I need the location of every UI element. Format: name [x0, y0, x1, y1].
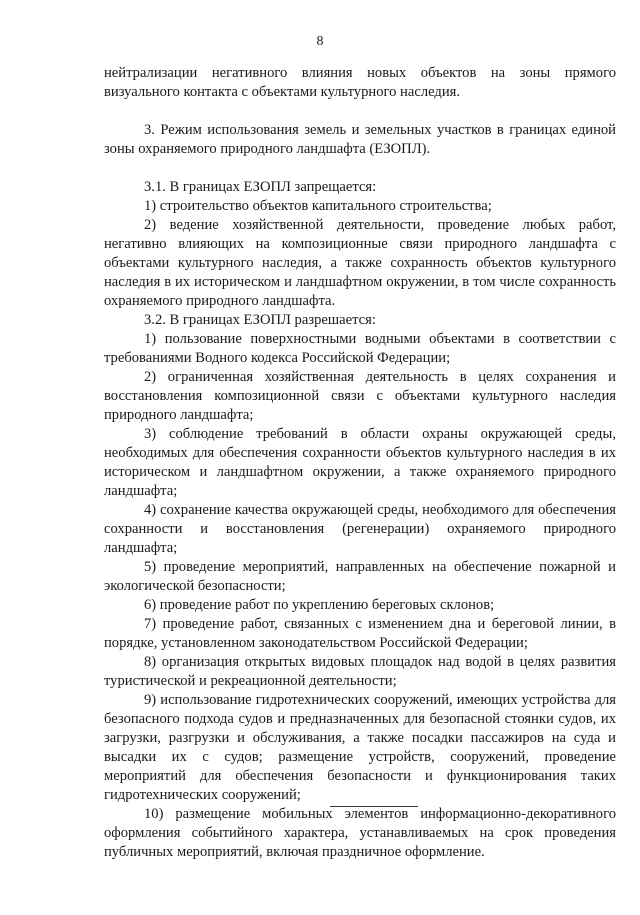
- permitted-item-6: 6) проведение работ по укреплению береговых склонов;: [144, 597, 495, 613]
- permitted-item-1: 1) пользование поверхностными водными объектами в соответствии с требованиями Водного кодекса Российской Федерации;: [104, 331, 616, 366]
- subsection-3-2-title: 3.2. В границах ЕЗОПЛ разрешается:: [144, 312, 376, 328]
- prohibited-item-2: 2) ведение хозяйственной деятельности, проведение любых работ, негативно влияющих на композиционные связи природного ландшафта с объектами культурного наследия, а также сохранность объектов культурного наследия в их историческом и ландшафтном окружении, в том числе сохранность охраняемого природного ландшафта.: [104, 217, 616, 309]
- document-body: [104, 64, 616, 862]
- permitted-item-7: 7) проведение работ, связанных с изменением дна и береговой линии, в порядке, установленном законодательством Российской Федерации;: [104, 616, 616, 651]
- continuation-paragraph: нейтрализации негативного влияния новых объектов на зоны прямого визуального контакта с объектами культурного наследия.: [104, 65, 616, 100]
- permitted-item-9: 9) использование гидротехнических сооружений, имеющих устройства для безопасного подхода судов и предназначенных для безопасной стоянки судов, их загрузки, разгрузки и обслуживания, а также посадки пассажиров на суда и высадки их с судов; размещение устройств, сооружений, проведение мероприятий для обеспечения безопасности и функционирования таких гидротехнических сооружений;: [104, 692, 616, 803]
- permitted-item-4: 4) сохранение качества окружающей среды, необходимого для обеспечения сохранности и восстановления (регенерации) охраняемого природного ландшафта;: [104, 502, 616, 556]
- page-number: 8: [316, 34, 324, 49]
- permitted-item-5: 5) проведение мероприятий, направленных на обеспечение пожарной и экологической безопасности;: [104, 559, 616, 594]
- permitted-item-2: 2) ограниченная хозяйственная деятельность в целях сохранения и восстановления композиционной связи с объектами культурного наследия природного ландшафта;: [104, 369, 616, 423]
- permitted-item-3: 3) соблюдение требований в области охраны окружающей среды, необходимых для обеспечения сохранности объектов культурного наследия в их историческом и ландшафтном окружении, а также охраняемого природного ландшафта;: [104, 426, 616, 499]
- permitted-item-8: 8) организация открытых видовых площадок над водой в целях развития туристической и рекреационной деятельности;: [104, 654, 616, 689]
- prohibited-item-1: 1) строительство объектов капитального строительства;: [144, 198, 492, 214]
- section-3-heading: 3. Режим использования земель и земельных участков в границах единой зоны охраняемого природного ландшафта (ЕЗОПЛ).: [104, 122, 616, 157]
- subsection-3-1-title: 3.1. В границах ЕЗОПЛ запрещается:: [144, 179, 377, 195]
- permitted-item-10: 10) размещение мобильных элементов информационно-декоративного оформления событийного характера, устанавливаемых на срок проведения публичных мероприятий, включая праздничное оформление.: [104, 806, 616, 860]
- end-divider: [330, 806, 418, 807]
